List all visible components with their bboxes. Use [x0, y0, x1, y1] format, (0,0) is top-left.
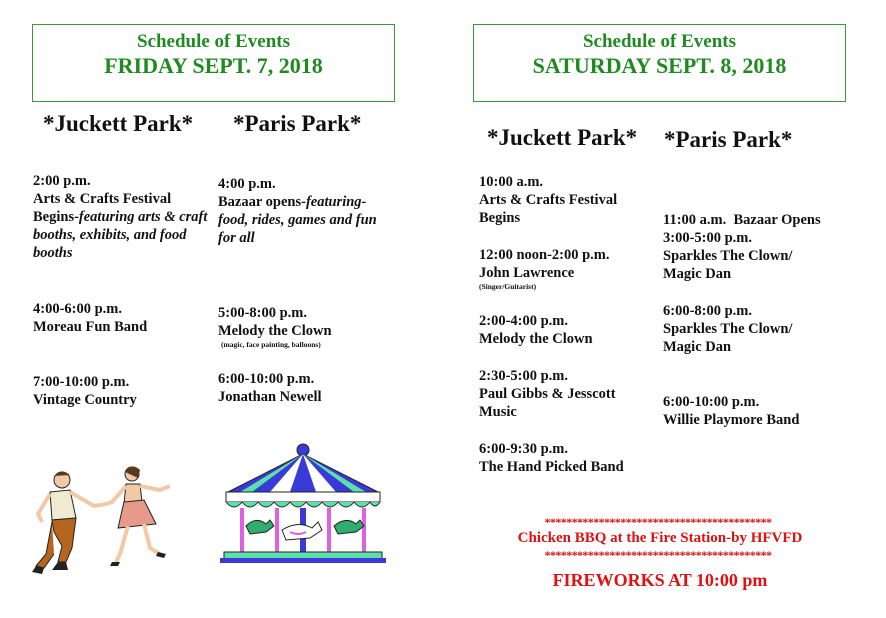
- friday-juckett-event-2: [33, 300, 218, 336]
- event-title: Arts & Crafts Festival Begins: [479, 192, 618, 226]
- event-time: 6:00-8:00 p.m.: [663, 303, 753, 319]
- event-title: Arts & Crafts Festival: [33, 191, 172, 207]
- event-title: Moreau Fun Band: [33, 319, 148, 335]
- saturday-header-box: [473, 24, 846, 102]
- event-desc: Begins-: [33, 209, 79, 225]
- saturday-paris-title: *Paris Park*: [664, 127, 793, 152]
- friday-paris-event-3: [218, 370, 393, 406]
- saturday-juckett-event-4: [479, 367, 654, 421]
- friday-paris-event-1: [218, 175, 393, 247]
- friday-juckett-event-1: [33, 172, 218, 262]
- event-time: 10:00 a.m.: [479, 174, 544, 190]
- event-note: (Singer/Guitarist): [479, 282, 537, 291]
- event-time: 12:00 noon-2:00 p.m.: [479, 247, 610, 263]
- event-title: The Hand Picked Band: [479, 459, 624, 475]
- event-note: (magic, face painting, balloons): [221, 340, 321, 349]
- carousel-icon: [220, 440, 386, 564]
- saturday-juckett-event-2: [479, 246, 649, 292]
- event-time: 2:30-5:00 p.m.: [479, 368, 569, 384]
- event-title: Melody the Clown: [218, 323, 332, 339]
- event-time: 6:00-9:30 p.m.: [479, 441, 569, 457]
- friday-paris-event-2: [218, 304, 393, 350]
- event-desc-italic: featuring- food, rides, games and fun for all: [218, 194, 377, 246]
- saturday-header-title: Schedule of Events: [582, 31, 737, 52]
- event-title: Willie Playmore Band: [663, 412, 800, 428]
- event-desc-italic: featuring arts & craft booths, exhibits, and food booths: [33, 209, 208, 261]
- event-time: 6:00-10:00 p.m.: [663, 394, 760, 410]
- event-title: Sparkles The Clown/ Magic Dan: [663, 321, 793, 355]
- event-time: 4:00 p.m.: [218, 176, 276, 192]
- event-title: Sparkles The Clown/ Magic Dan: [663, 248, 793, 282]
- event-title: Vintage Country: [33, 392, 137, 408]
- event-time: 4:00-6:00 p.m.: [33, 301, 123, 317]
- event-line: 11:00 a.m. Bazaar Opens: [663, 212, 821, 228]
- saturday-juckett-event-5: [479, 440, 654, 476]
- saturday-paris-event-2: [663, 229, 823, 283]
- footer-fireworks: FIREWORKS AT 10:00 pm: [552, 570, 768, 590]
- saturday-header-date: SATURDAY SEPT. 8, 2018: [532, 53, 787, 78]
- dancing-couple-icon: [32, 462, 182, 582]
- event-time: 3:00-5:00 p.m.: [663, 230, 753, 246]
- event-time: 2:00-4:00 p.m.: [479, 313, 569, 329]
- event-title: Paul Gibbs & Jesscott Music: [479, 386, 616, 420]
- event-time: 2:00 p.m.: [33, 173, 91, 189]
- event-time: 5:00-8:00 p.m.: [218, 305, 308, 321]
- friday-paris-title: *Paris Park*: [233, 111, 362, 136]
- event-time: 7:00-10:00 p.m.: [33, 374, 130, 390]
- friday-juckett-event-3: [33, 373, 218, 409]
- event-time: 6:00-10:00 p.m.: [218, 371, 315, 387]
- footer-stars-top: ******************************************: [544, 515, 772, 529]
- friday-header-title: Schedule of Events: [136, 31, 291, 52]
- saturday-juckett-title: *Juckett Park*: [487, 125, 638, 150]
- saturday-paris-event-3: [663, 302, 823, 356]
- footer-stars-bottom: ******************************************: [544, 548, 772, 562]
- event-title: John Lawrence: [479, 265, 575, 281]
- saturday-juckett-event-3: [479, 312, 649, 348]
- saturday-juckett-event-1: [479, 173, 649, 227]
- footer-bbq: Chicken BBQ at the Fire Station-by HFVFD: [517, 530, 803, 546]
- event-desc: Bazaar opens-: [218, 194, 306, 210]
- friday-header-box: [32, 24, 395, 102]
- saturday-paris-event-4: [663, 393, 843, 429]
- event-title: Jonathan Newell: [218, 389, 322, 405]
- friday-juckett-title: *Juckett Park*: [43, 111, 194, 136]
- friday-header-date: FRIDAY SEPT. 7, 2018: [104, 53, 323, 78]
- event-title: Melody the Clown: [479, 331, 593, 347]
